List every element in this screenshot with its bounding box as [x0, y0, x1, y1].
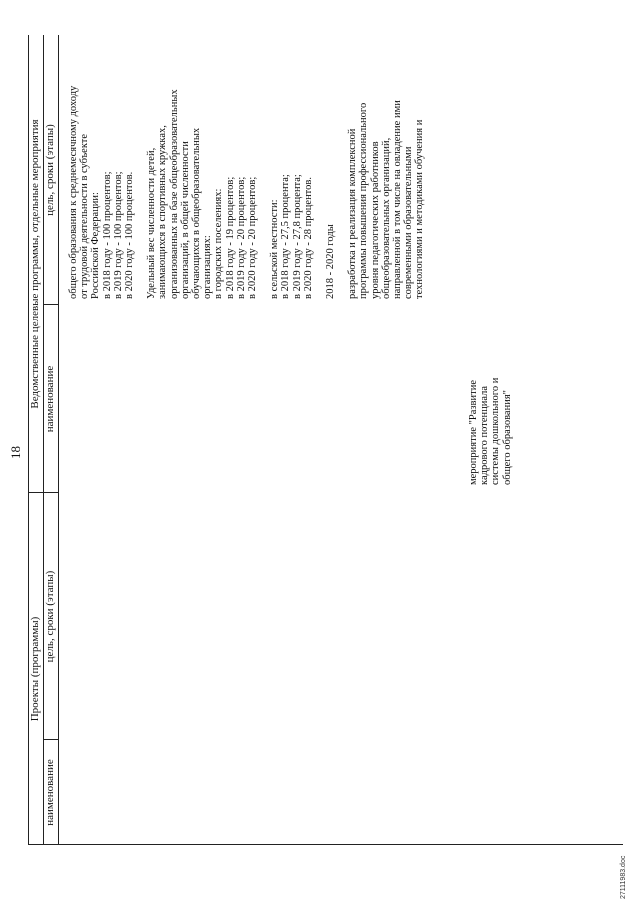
goal-line: от трудовой деятельности в субъекте	[79, 133, 91, 299]
document-code: 27111983.doc	[620, 855, 627, 899]
goal-line: уровня педагогических работников	[369, 141, 381, 299]
goal-line: в 2020 году - 100 процентов.	[124, 171, 136, 299]
goal-line: разработка и реализация комплексной	[347, 128, 359, 299]
goal-line: организаций, в общей численности	[179, 141, 191, 299]
paragraph-gap	[336, 37, 347, 299]
page-number: 18	[8, 446, 23, 459]
right-name-column-header: наименование	[44, 365, 56, 433]
paragraph-gap	[135, 37, 146, 299]
goal-line: в 2018 году - 27,5 процента;	[280, 174, 292, 299]
goal-line: общеобразовательных организаций,	[380, 137, 392, 299]
goal-line: технологиями и методиками обучения и	[414, 119, 426, 299]
measure-name-cell	[468, 310, 513, 485]
measure-name-line: общего образования"	[501, 390, 513, 485]
goal-line: обучающихся в общеобразовательных	[191, 127, 203, 299]
right-group-header: Ведомственные целевые программы, отдельные мероприятия	[29, 119, 41, 409]
goal-line: в городских поселениях:	[213, 188, 225, 299]
goal-line: в 2020 году - 28 процентов.	[302, 177, 314, 299]
goal-line: в 2020 году - 20 процентов;	[247, 176, 259, 299]
paragraph-gap	[314, 37, 325, 299]
goal-line: в 2019 году - 27,8 процента;	[291, 174, 303, 299]
goal-line: в 2018 году - 100 процентов;	[101, 171, 113, 299]
goal-line: занимающихся в спортивных кружках,	[157, 125, 169, 299]
goal-line: в 2019 году - 20 процентов;	[235, 176, 247, 299]
measure-name-line: мероприятие "Развитие	[468, 380, 479, 485]
goal-line: организованных на базе общеобразовательных	[168, 89, 180, 299]
header-bottom-border	[58, 35, 59, 845]
left-goal-column-header: цель, сроки (этапы)	[44, 570, 56, 663]
goal-line: программы повышения профессионального	[358, 102, 370, 299]
goal-line: в 2019 году - 100 процентов;	[112, 171, 124, 299]
goal-cell	[68, 37, 426, 299]
measure-name-line: системы дошкольного и	[490, 377, 502, 485]
goal-line: в сельской местности:	[269, 199, 281, 299]
goal-line: Российской Федерации:	[90, 192, 102, 299]
measure-name-line: кадрового потенциала	[479, 386, 491, 485]
paragraph-gap	[258, 37, 269, 299]
left-group-header: Проекты (программы)	[29, 616, 41, 722]
goal-line: направленной в том числе на овладение ими	[392, 100, 404, 299]
goal-line: современными образовательными	[403, 146, 415, 299]
goal-line: общего образования к среднемесячному доходу	[68, 85, 79, 299]
goal-line: 2018 - 2020 годы	[325, 224, 337, 299]
left-name-column-header: наименование	[44, 759, 56, 826]
goal-line: Удельный вес численности детей,	[146, 147, 158, 299]
goal-line: организациях:	[202, 235, 214, 299]
goal-line: в 2018 году - 19 процентов;	[224, 176, 236, 299]
left-border	[28, 844, 623, 845]
right-goal-column-header: цель, сроки (этапы)	[44, 124, 56, 216]
